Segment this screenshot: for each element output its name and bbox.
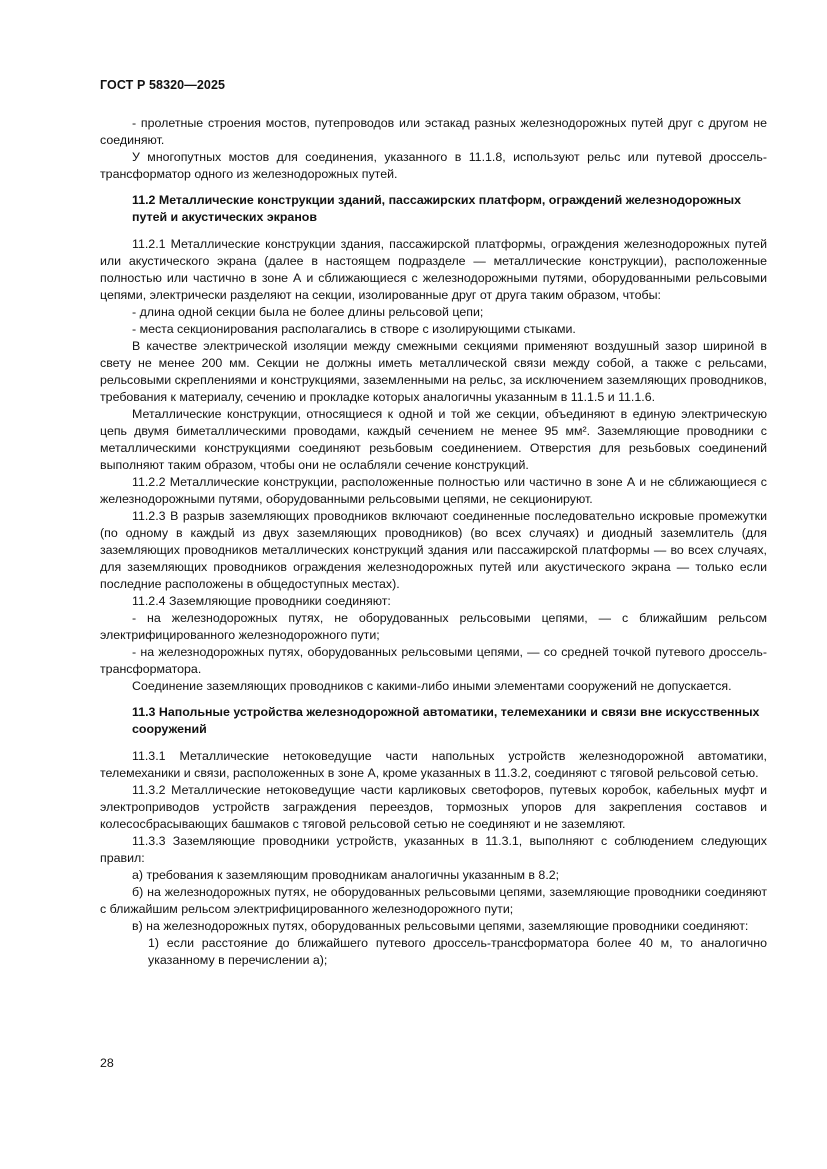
paragraph: 11.3.3 Заземляющие проводники устройств, указанных в 11.3.1, выполняют с соблюдением следующих правил: [100, 834, 767, 865]
list-item: б) на железнодорожных путях, не оборудованных рельсовыми цепями, заземляющие проводники соединяют с ближайшим рельсом электрифицированного железнодорожного пути; [100, 885, 767, 916]
list-item: - длина одной секции была не более длины рельсовой цепи; [132, 305, 484, 319]
page-body [100, 115, 767, 969]
document-header: ГОСТ Р 58320—2025 [100, 78, 226, 92]
list-item: - на железнодорожных путях, оборудованных рельсовыми цепями, — со средней точкой путевого дроссель-трансформатора. [100, 645, 767, 676]
list-item: - на железнодорожных путях, не оборудованных рельсовыми цепями, — с ближайшим рельсом электрифицированного железнодорожного пути; [100, 611, 767, 642]
list-item: а) требования к заземляющим проводникам аналогичны указанным в 8.2; [132, 868, 560, 882]
paragraph: В качестве электрической изоляции между смежными секциями применяют воздушный зазор шириной в свету не менее 200 мм. Секции не должны иметь металлической связи между собой, а также с рельсами, рельсовыми скреплениями и конструкциями, заземленными на рельс, за исключением заземляющих проводников, требования к материалу, сечению и прокладке которых аналогичны указанным в 11.1.5 и 11.1.6. [100, 339, 767, 404]
paragraph: 11.3.2 Металлические нетоковедущие части карликовых светофоров, путевых коробок, кабельных муфт и электроприводов устройств заграждения переездов, тормозных упоров для закрепления составов и колесосбрасывающих башмаков с тяговой рельсовой сетью не соединяют и не заземляют. [100, 783, 767, 831]
paragraph: 11.3.1 Металлические нетоковедущие части напольных устройств железнодорожной автоматики, телемеханики и связи, расположенных в зоне А, кроме указанных в 11.3.2, соединяют с тяговой рельсовой сетью. [100, 749, 767, 780]
section-heading-11-3: 11.3 Напольные устройства железнодорожной автоматики, телемеханики и связи вне искусственных сооружений [132, 705, 760, 736]
list-item: - места секционирования располагались в створе с изолирующими стыками. [132, 322, 576, 336]
page-number: 28 [100, 1056, 114, 1070]
sub-list-item: 1) если расстояние до ближайшего путевого дроссель-трансформатора более 40 м, то аналогично указанному в перечислении а); [148, 936, 767, 967]
paragraph: 11.2.4 Заземляющие проводники соединяют: [132, 594, 391, 608]
section-heading-11-2: 11.2 Металлические конструкции зданий, пассажирских платформ, ограждений железнодорожных путей и акустических экранов [132, 193, 741, 224]
paragraph: 11.2.3 В разрыв заземляющих проводников включают соединенные последовательно искровые промежутки (по одному в каждый из двух заземляющих проводников) (во всех случаях) и диодный заземлитель (для заземляющих проводников металлических конструкций здания или пассажирской платформы — во всех случаях, для заземляющих проводников ограждения железнодорожных путей или акустического экрана — только если последние расположены в общедоступных местах). [100, 509, 767, 591]
paragraph: - пролетные строения мостов, путепроводов или эстакад разных железнодорожных путей друг с другом не соединяют. [100, 116, 767, 147]
list-item: в) на железнодорожных путях, оборудованных рельсовыми цепями, заземляющие проводники соединяют: [132, 919, 749, 933]
paragraph: 11.2.2 Металлические конструкции, расположенные полностью или частично в зоне А и не сближающиеся с железнодорожными путями, оборудованными рельсовыми цепями, не секционируют. [100, 475, 767, 506]
paragraph: Соединение заземляющих проводников с какими-либо иными элементами сооружений не допускается. [132, 679, 732, 693]
paragraph: 11.2.1 Металлические конструкции здания, пассажирской платформы, ограждения железнодорожных путей или акустического экрана (далее в настоящем подразделе — металлические конструкции), расположенные полностью или частично в зоне А и сближающиеся с железнодорожными путями, оборудованными рельсовыми цепями, электрически разделяют на секции, изолированные друг от друга таким образом, чтобы: [100, 237, 767, 302]
paragraph: У многопутных мостов для соединения, указанного в 11.1.8, используют рельс или путевой дроссель-трансформатор одного из железнодорожных путей. [100, 150, 767, 181]
paragraph: Металлические конструкции, относящиеся к одной и той же секции, объединяют в единую электрическую цепь двумя биметаллическими проводами, каждый сечением не менее 95 мм². Заземляющие проводники с металлическими конструкциями соединяют резьбовым соединением. Отверстия для резьбовых соединений выполняют таким образом, чтобы они не ослабляли сечение конструкций. [100, 407, 767, 472]
